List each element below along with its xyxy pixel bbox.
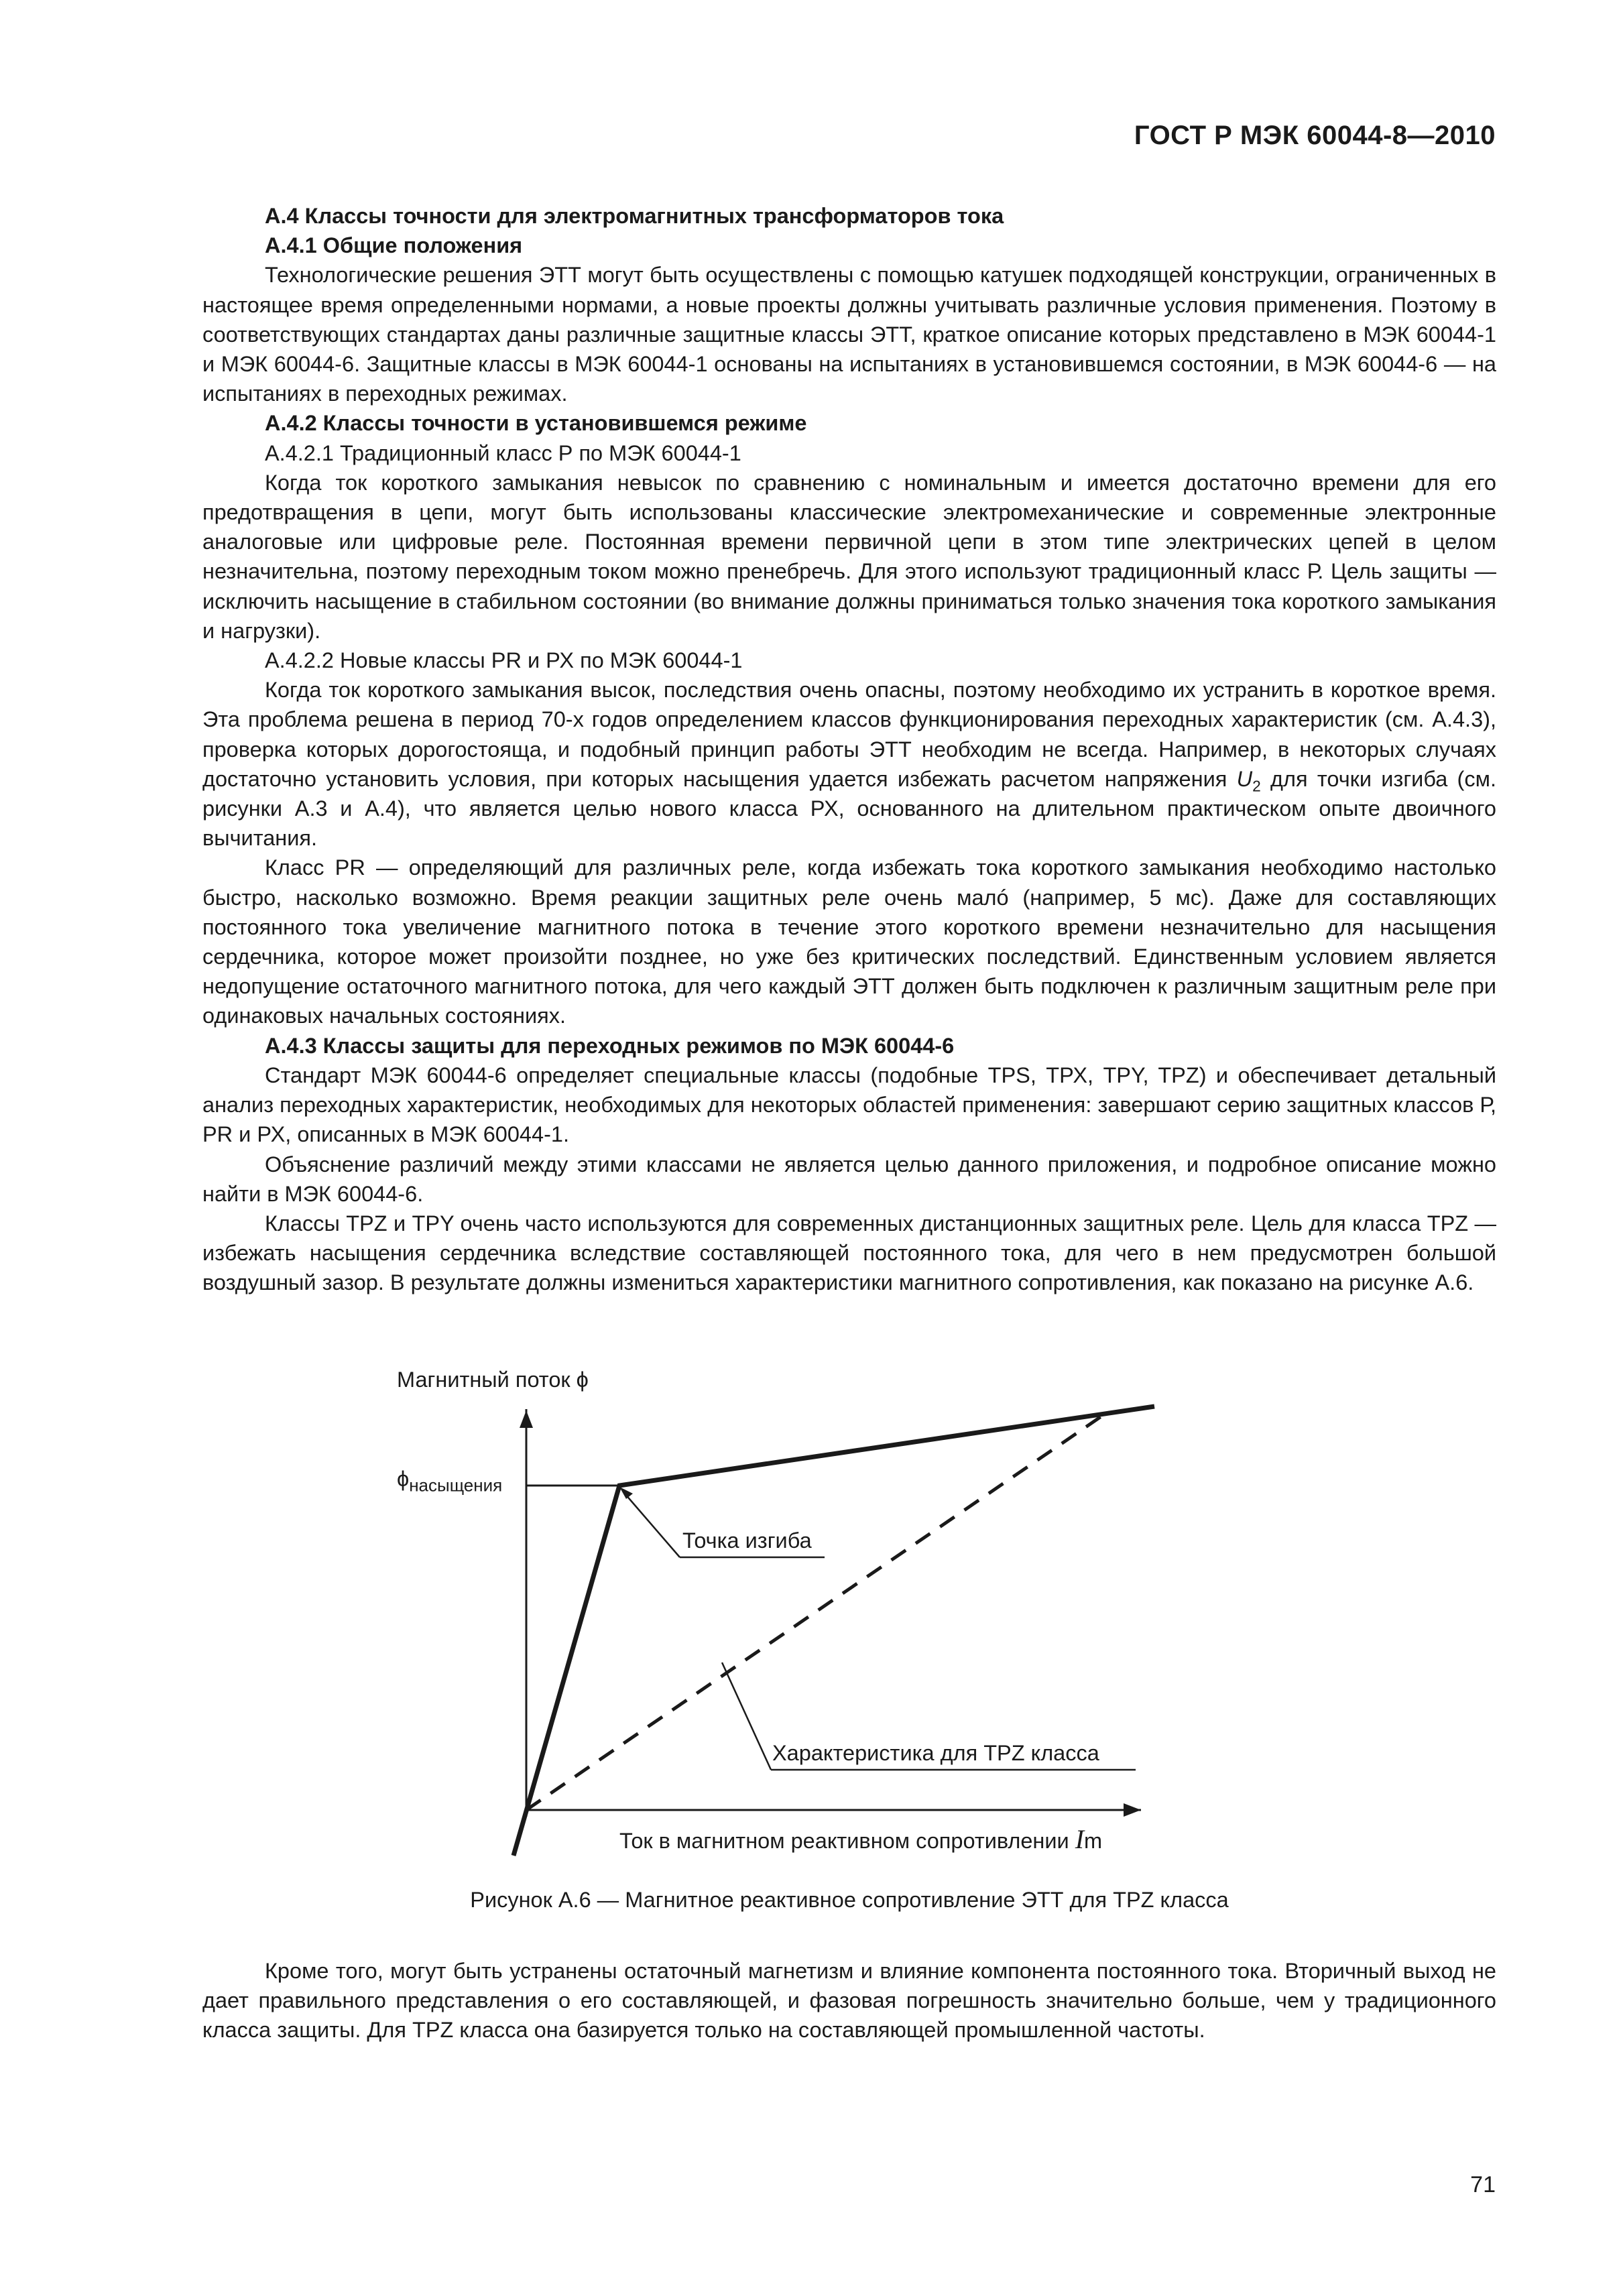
saturation-symbol: ϕ	[397, 1467, 410, 1491]
paragraph: Кроме того, могут быть устранены остаточный магнетизм и влияние компонента постоянного тока. Вторичный выход не дает правильного представления о его составляющей, и фазовая погрешность значительно больше, чем у традиционного класса защиты. Для TPZ класса она базируется только на составляющей промышленной частоты.	[202, 1959, 1496, 2043]
section-a42-heading: А.4.2 Классы точности в установившемся режиме	[265, 411, 807, 436]
paragraph: Классы TPZ и TPY очень часто используются для современных дистанционных защитных реле. Цель для класса TPZ — избежать насыщения сердечника вследствие составляющей постоянного тока, для чего в нем предусмотрен большой воздушный зазор. В результате должны измениться характеристики магнитного сопротивления, как показано на рисунке А.6.	[202, 1211, 1496, 1295]
x-axis-subscript: m	[1084, 1829, 1103, 1853]
knee-pointer-arrow-icon	[619, 1487, 633, 1499]
magnetization-diagram	[202, 1368, 1496, 1877]
conventional-characteristic	[514, 1406, 1154, 1856]
knee-pointer	[625, 1494, 680, 1557]
x-axis-label-text: Ток в магнитном реактивном сопротивлении	[619, 1829, 1075, 1853]
section-a41-heading: А.4.1 Общие положения	[265, 233, 523, 258]
y-axis-arrow-icon	[520, 1410, 533, 1428]
figure-a6	[202, 1368, 1496, 1877]
saturation-label	[397, 1467, 503, 1496]
tpz-label: Характеристика для TPZ класса	[772, 1741, 1099, 1765]
paragraph: Объяснение различий между этими классами не является целью данного приложения, и подробное описание можно найти в МЭК 60044-6.	[202, 1152, 1496, 1206]
section-a4-heading: А.4 Классы точности для электромагнитных трансформаторов тока	[265, 204, 1004, 228]
paragraph: Технологические решения ЭТТ могут быть осуществлены с помощью катушек подходящей конструкции, ограниченных в настоящее время определенными нормами, а новые проекты должны учитывать различные условия применения. Поэтому в соответствующих стандартах даны различные защитные классы ЭТТ, краткое описание которых представлено в МЭК 60044-1 и МЭК 60044-6. Защитные классы в МЭК 60044-1 основаны на испытаниях в установившемся состоянии, в МЭК 60044-6 — на испытаниях в переходных режимах.	[202, 263, 1496, 406]
knee-label: Точка изгиба	[682, 1528, 812, 1553]
paragraph-part: Когда ток короткого замыкания высок, последствия очень опасны, поэтому необходимо их устранить в короткое время. Эта проблема решена в период 70-х годов определением классов функционирования переходных характеристик (см. А.4.3), проверка которых дорогостояща, и подобный принцип работы ЭТТ необходим не всегда. Например, в некоторых случаях достаточно установить условия, при которых насыщения удается избежать расчетом напряжения	[202, 678, 1496, 791]
figure-caption: Рисунок А.6 — Магнитное реактивное сопротивление ЭТТ для TPZ класса	[470, 1888, 1229, 1912]
y-axis-label: Магнитный поток ϕ	[397, 1368, 589, 1392]
section-a43-heading: А.4.3 Классы защиты для переходных режимов по МЭК 60044-6	[265, 1033, 955, 1058]
paragraph-part: для точки изгиба (см. рисунки А.3 и А.4), что является целью нового класса РХ, основанного на длительном практическом опыте двоичного вычитания.	[202, 766, 1496, 851]
x-axis-label	[619, 1823, 1102, 1855]
paragraph: Когда ток короткого замыкания невысок по сравнению с номинальным и имеется достаточно времени для его предотвращения в цепи, могут быть использованы классические электромеханические и современные электронные аналоговые или цифровые реле. Постоянная времени первичной цепи в этом типе электрических цепей в целом незначительна, поэтому переходным током можно пренебречь. Для этого используют традиционный класс Р. Цель защиты — исключить насыщение в стабильном состоянии (во внимание должны приниматься только значения тока короткого замыкания и нагрузки).	[202, 470, 1496, 643]
section-a421-heading: А.4.2.1 Традиционный класс Р по МЭК 60044-1	[265, 440, 741, 465]
paragraph: Класс PR — определяющий для различных реле, когда избежать тока короткого замыкания необходимо настолько быстро, насколько возможно. Время реакции защитных реле очень мaлó (например, 5 мс). Даже для составляющих постоянного тока увеличение магнитного потока в течение этого короткого времени незначительно для насыщения сердечника, которое может произойти позднее, но уже без критических последствий. Единственным условием является недопущение остаточного магнитного потока, для чего каждый ЭТТ должен быть подключен к различным защитным реле при одинаковых начальных состояниях.	[202, 855, 1496, 1028]
paragraph	[202, 675, 1496, 853]
voltage-symbol: U	[1236, 766, 1253, 791]
section-a422-heading: А.4.2.2 Новые классы PR и РХ по МЭК 60044-1	[265, 648, 743, 673]
closing-text	[202, 1956, 1496, 2045]
x-axis-arrow-icon	[1124, 1803, 1141, 1817]
x-axis-symbol: I	[1075, 1824, 1085, 1854]
voltage-subscript: 2	[1252, 777, 1261, 795]
standard-header: ГОСТ Р МЭК 60044-8—2010	[1134, 121, 1496, 150]
tpz-pointer	[722, 1663, 771, 1770]
page-number: 71	[1470, 2172, 1496, 2197]
paragraph: Стандарт МЭК 60044-6 определяет специальные классы (подобные TPS, ТРХ, TPY, TPZ) и обеспечивает детальный анализ переходных характеристик, необходимых для некоторых областей применения: завершают серию защитных классов Р, PR и РХ, описанных в МЭК 60044-1.	[202, 1063, 1496, 1147]
main-text	[202, 201, 1496, 1298]
saturation-subscript: насыщения	[409, 1475, 503, 1496]
